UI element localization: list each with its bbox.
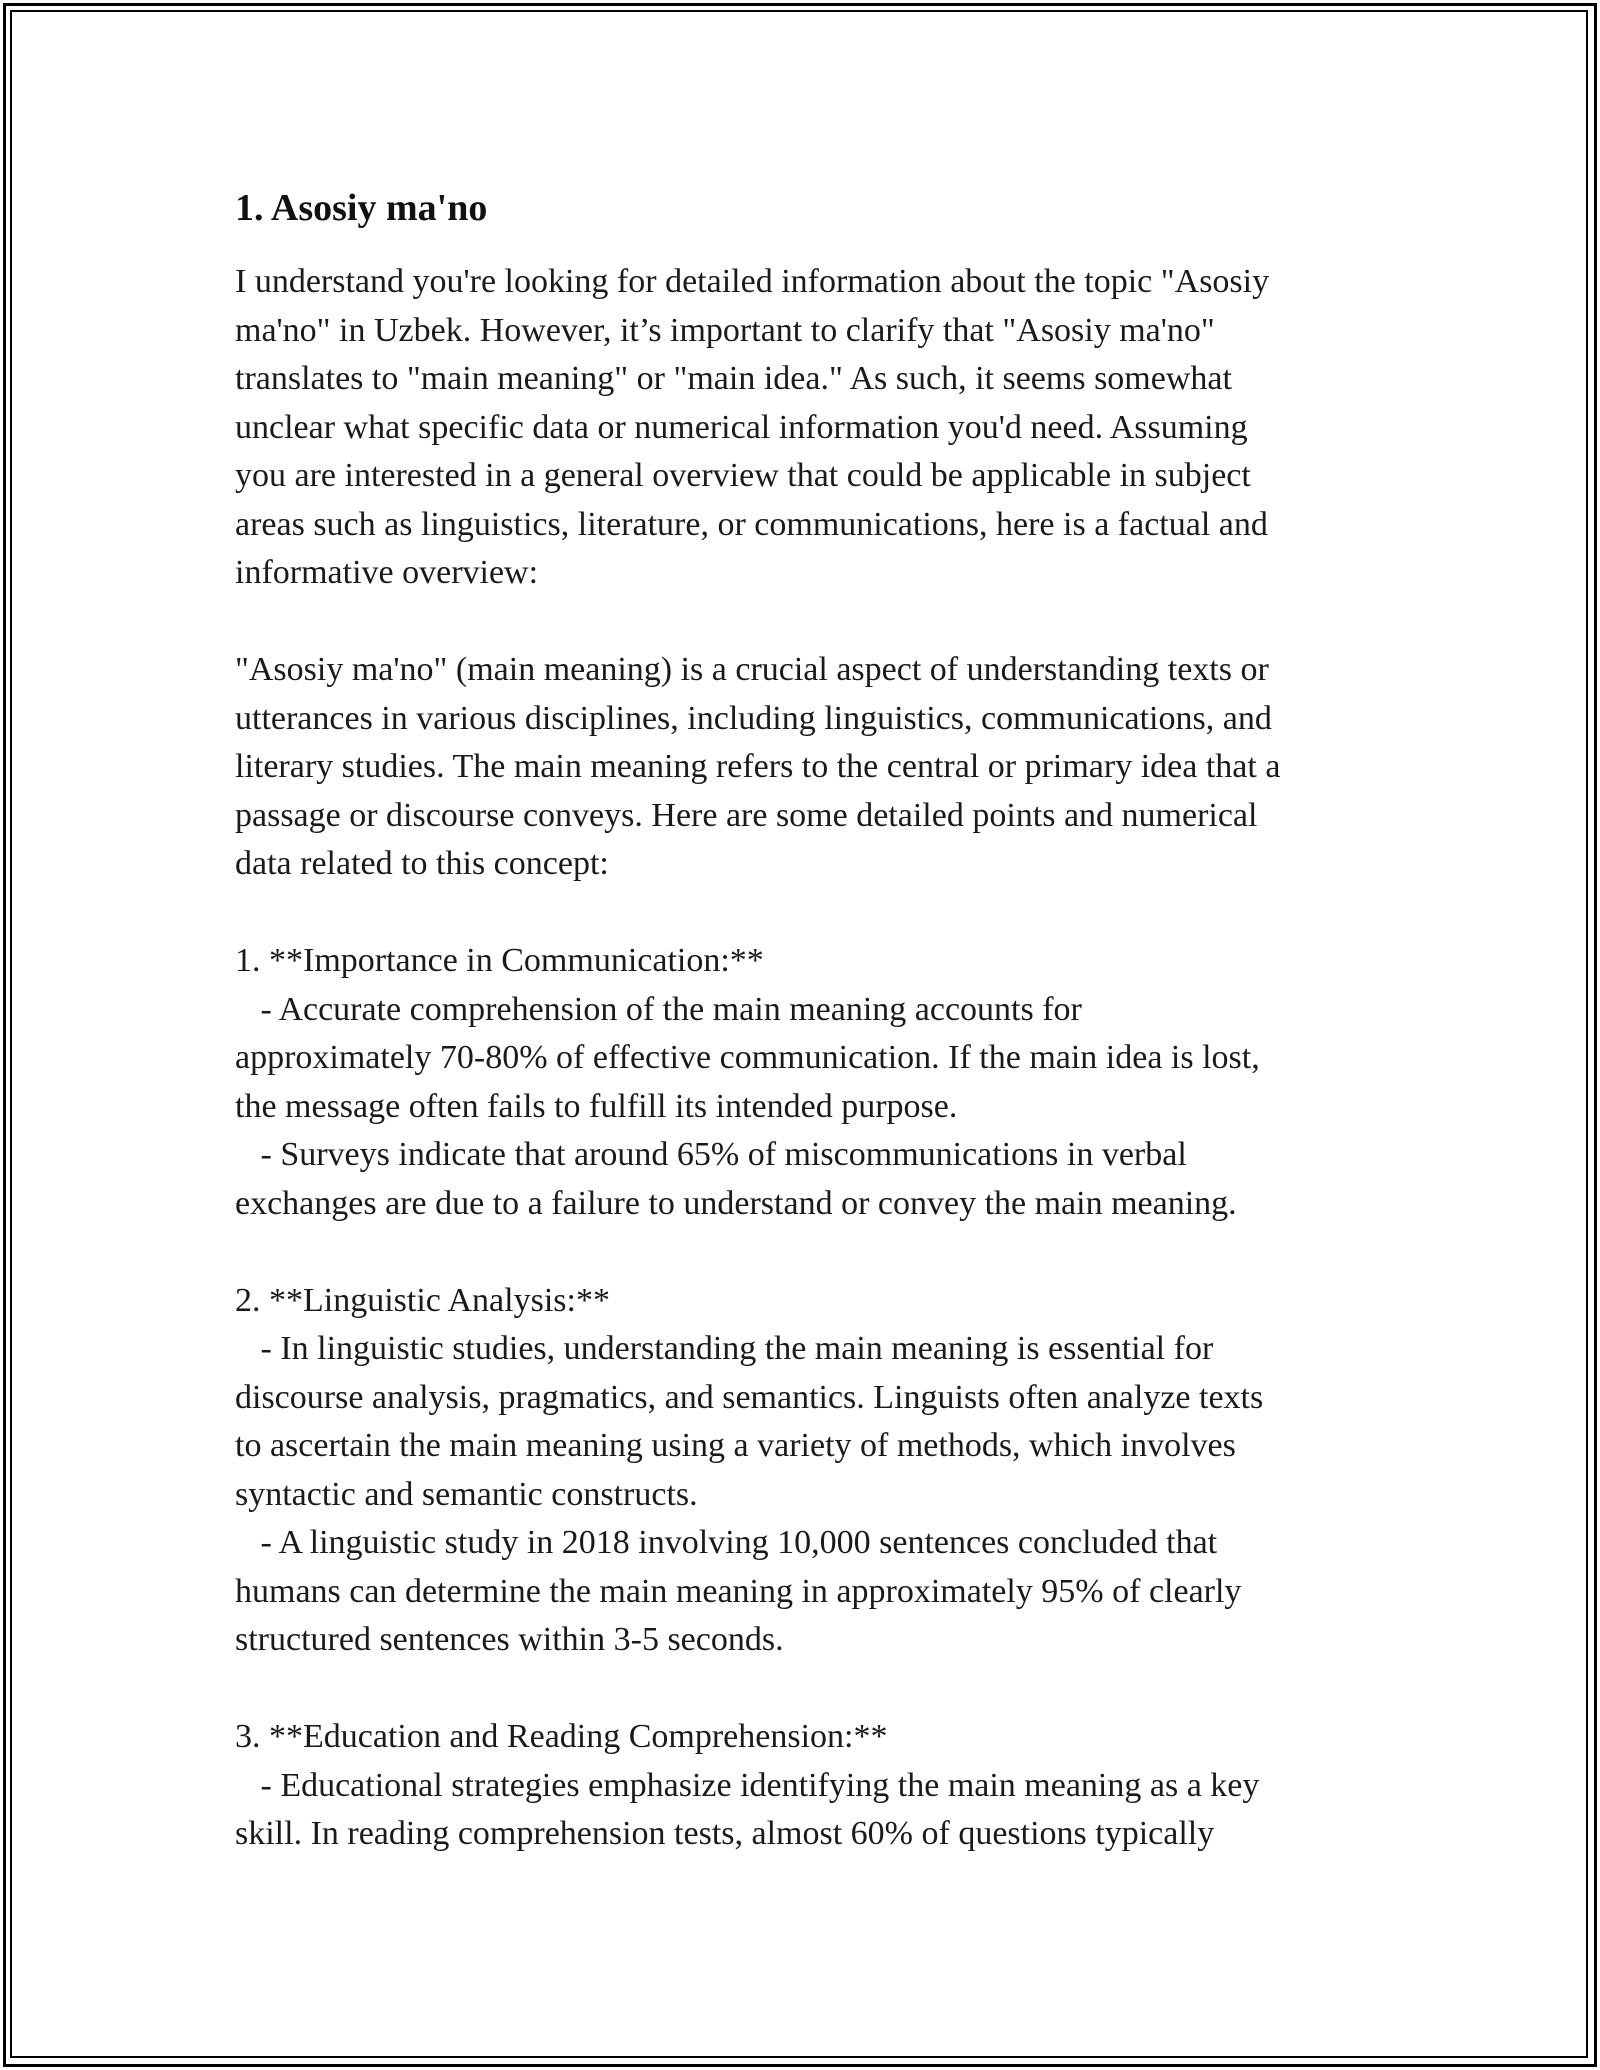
text-line: discourse analysis, pragmatics, and semantics. Linguists often analyze texts	[235, 1378, 1264, 1416]
document-body	[235, 258, 1385, 1859]
text-line: exchanges are due to a failure to understand or convey the main meaning.	[235, 1184, 1237, 1222]
text-line: informative overview:	[235, 554, 539, 591]
text-line: - A linguistic study in 2018 involving 10,000 sentences concluded that	[235, 1524, 1218, 1561]
text-line: you are interested in a general overview that could be applicable in subject	[235, 457, 1251, 494]
text-line: - In linguistic studies, understanding the main meaning is essential for	[235, 1330, 1214, 1367]
blank-line	[235, 598, 1385, 647]
document-title: 1. Asosiy ma'no	[235, 187, 488, 229]
text-line: areas such as linguistics, literature, or communications, here is a factual and	[235, 505, 1268, 543]
text-line: 2. **Linguistic Analysis:**	[235, 1281, 610, 1319]
text-line: to ascertain the main meaning using a variety of methods, which involves	[235, 1427, 1236, 1464]
text-line: humans can determine the main meaning in approximately 95% of clearly	[235, 1572, 1242, 1610]
blank-line	[235, 1665, 1385, 1714]
document-page	[235, 185, 1385, 1859]
text-line: 1. **Importance in Communication:**	[235, 942, 764, 979]
text-line: ma'no" in Uzbek. However, it’s important to clarify that "Asosiy ma'no"	[235, 311, 1215, 349]
text-line: 3. **Education and Reading Comprehension:**	[235, 1718, 888, 1755]
text-line: translates to "main meaning" or "main idea." As such, it seems somewhat	[235, 360, 1232, 397]
text-line: skill. In reading comprehension tests, almost 60% of questions typically	[235, 1815, 1215, 1852]
text-line: approximately 70-80% of effective communication. If the main idea is lost,	[235, 1039, 1260, 1076]
text-line: utterances in various disciplines, including linguistics, communications, and	[235, 699, 1272, 737]
text-line: the message often fails to fulfill its intended purpose.	[235, 1087, 958, 1125]
blank-line	[235, 889, 1385, 938]
text-line: literary studies. The main meaning refers to the central or primary idea that a	[235, 748, 1281, 785]
text-line: structured sentences within 3-5 seconds.	[235, 1621, 784, 1658]
blank-line	[235, 1228, 1385, 1277]
text-line: unclear what specific data or numerical information you'd need. Assuming	[235, 408, 1248, 446]
text-line: - Surveys indicate that around 65% of miscommunications in verbal	[235, 1136, 1187, 1173]
text-line: data related to this concept:	[235, 845, 609, 882]
text-line: - Accurate comprehension of the main meaning accounts for	[235, 990, 1082, 1028]
text-line: - Educational strategies emphasize identifying the main meaning as a key	[235, 1766, 1260, 1804]
text-line: passage or discourse conveys. Here are some detailed points and numerical	[235, 796, 1258, 834]
text-line: "Asosiy ma'no" (main meaning) is a crucial aspect of understanding texts or	[235, 651, 1269, 688]
text-line: I understand you're looking for detailed information about the topic "Asosiy	[235, 263, 1270, 300]
text-line: syntactic and semantic constructs.	[235, 1475, 698, 1513]
